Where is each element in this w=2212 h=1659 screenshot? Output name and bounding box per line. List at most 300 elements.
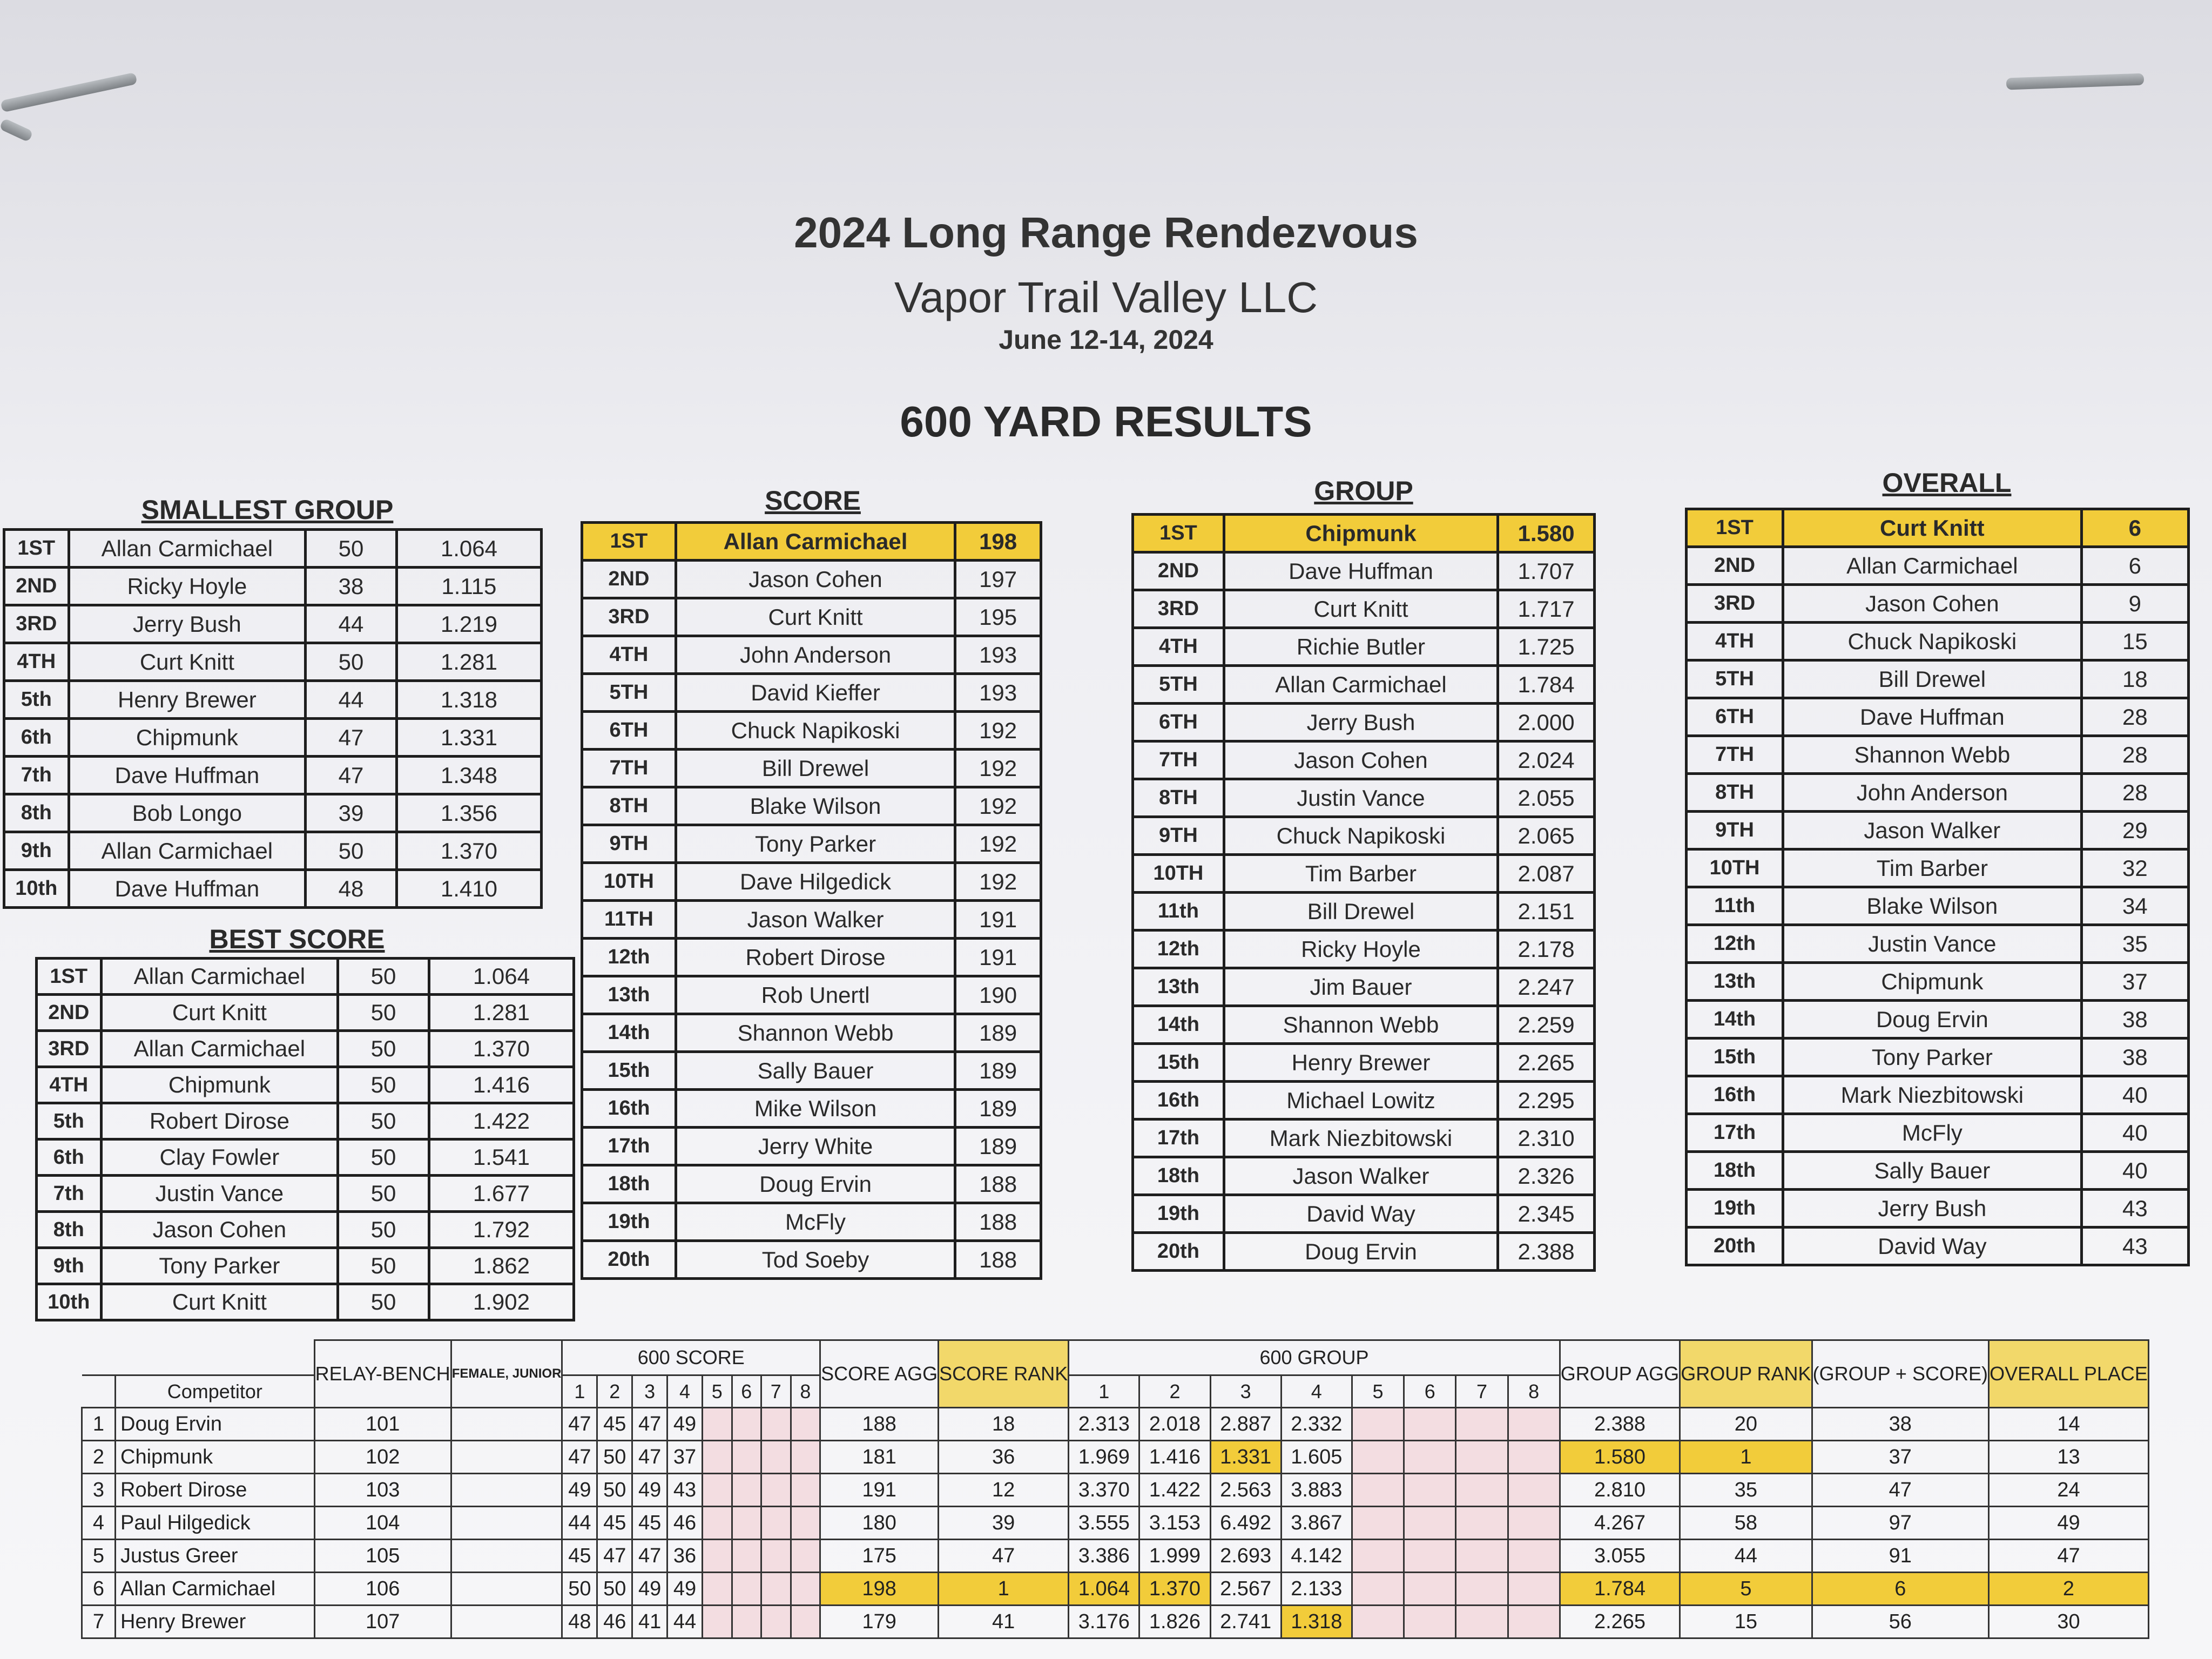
name-cell: Tony Parker [676,825,955,863]
ranking-row [4,794,542,832]
name-cell: Blake Wilson [1783,887,2082,925]
score-cell: 50 [338,1031,429,1067]
empty-group-cell [1508,1540,1560,1573]
score-rank-cell: 39 [939,1507,1069,1540]
place-cell: 12th [1133,930,1224,968]
group-rank-cell: 44 [1680,1540,1812,1573]
ranking-row [582,636,1041,674]
empty-group-cell [1456,1408,1508,1441]
score-rank-cell: 12 [939,1474,1069,1507]
place-cell: 6th [37,1139,102,1176]
place-cell: 10TH [582,863,676,901]
target-score-cell: 47 [562,1441,597,1474]
target-group-cell: 2.567 [1210,1573,1281,1606]
target-group-cell: 3.867 [1281,1507,1352,1540]
name-cell: Jason Walker [1224,1157,1498,1195]
group-cell: 1.541 [429,1139,574,1176]
name-cell: Bill Drewel [1783,660,2082,698]
relay-bench-header: RELAY-BENCH [314,1340,451,1408]
relay-bench-cell: 104 [314,1507,451,1540]
empty-score-cell [702,1606,732,1638]
value-cell: 189 [955,1052,1041,1090]
ranking-row [1687,1228,2189,1265]
ranking-row [1133,1120,1595,1157]
score-agg-cell: 181 [820,1441,939,1474]
group-cell: 1.064 [429,959,574,995]
target-score-cell: 41 [632,1606,667,1638]
value-cell: 1.717 [1498,590,1595,628]
competitor-name: Chipmunk [116,1441,315,1474]
row-number: 4 [82,1507,116,1540]
value-cell: 192 [955,712,1041,750]
target-number-header: 7 [761,1375,791,1408]
empty-group-cell [1508,1408,1560,1441]
empty-group-cell [1508,1606,1560,1638]
overall-place-cell: 13 [1988,1441,2148,1474]
score-rank-cell: 1 [939,1573,1069,1606]
target-score-cell: 46 [597,1606,632,1638]
competitor-name: Paul Hilgedick [116,1507,315,1540]
score-agg-cell: 188 [820,1408,939,1441]
place-cell: 4TH [37,1067,102,1103]
score-cell: 47 [306,719,397,757]
name-cell: Allan Carmichael [676,523,955,561]
empty-group-cell [1508,1573,1560,1606]
overall-place-header: OVERALL PLACE [1988,1340,2148,1408]
value-cell: 2.151 [1498,893,1595,930]
ranking-row [1687,623,2189,660]
group-cell: 1.677 [429,1176,574,1212]
name-cell: Jerry Bush [1224,704,1498,741]
name-cell: Allan Carmichael [69,832,306,870]
ranking-row [582,1052,1041,1090]
value-cell: 192 [955,750,1041,787]
staple-icon [0,72,137,113]
empty-score-cell [761,1540,791,1573]
row-number: 1 [82,1408,116,1441]
ranking-row [582,939,1041,976]
target-score-cell: 50 [562,1573,597,1606]
score-cell: 50 [338,1248,429,1284]
value-cell: 189 [955,1090,1041,1128]
group-rank-cell: 20 [1680,1408,1812,1441]
competitor-row [82,1441,2149,1474]
target-group-cell: 2.133 [1281,1573,1352,1606]
value-cell: 40 [2081,1114,2188,1152]
target-score-cell: 36 [667,1540,703,1573]
name-cell: Richie Butler [1224,628,1498,666]
place-cell: 11th [1687,887,1783,925]
name-cell: Michael Lowitz [1224,1082,1498,1120]
target-number-header: 6 [732,1375,761,1408]
place-cell: 7th [37,1176,102,1212]
place-cell: 7TH [1687,736,1783,774]
name-cell: Ricky Hoyle [69,568,306,605]
group-cell: 1.410 [396,870,541,908]
ranking-row [37,995,574,1031]
600-score-header: 600 SCORE [562,1340,820,1375]
name-cell: Shannon Webb [1224,1006,1498,1044]
target-number-header: 4 [667,1375,703,1408]
overall-table [1685,508,2190,1266]
place-cell: 5TH [1687,660,1783,698]
score-cell: 50 [338,1067,429,1103]
name-cell: Doug Ervin [1783,1001,2082,1038]
name-cell: Justin Vance [101,1176,338,1212]
target-number-header: 5 [702,1375,732,1408]
event-title: 2024 Long Range Rendezvous [794,208,1418,257]
relay-bench-cell: 101 [314,1408,451,1441]
empty-score-cell [791,1408,820,1441]
overall-place-cell: 49 [1988,1507,2148,1540]
target-score-cell: 48 [562,1606,597,1638]
name-cell: Sally Bauer [676,1052,955,1090]
empty-score-cell [732,1441,761,1474]
target-group-cell: 6.492 [1210,1507,1281,1540]
empty-group-cell [1404,1474,1456,1507]
place-cell: 10th [4,870,69,908]
value-cell: 2.310 [1498,1120,1595,1157]
place-cell: 4TH [1687,623,1783,660]
ranking-row [4,757,542,794]
empty-score-cell [702,1507,732,1540]
value-cell: 29 [2081,812,2188,849]
group-cell: 1.370 [396,832,541,870]
name-cell: Allan Carmichael [101,959,338,995]
group-cell: 1.902 [429,1284,574,1320]
competitor-name: Doug Ervin [116,1408,315,1441]
target-score-cell: 50 [597,1441,632,1474]
empty-score-cell [791,1507,820,1540]
value-cell: 193 [955,636,1041,674]
place-cell: 9TH [1687,812,1783,849]
ranking-row [37,1067,574,1103]
name-cell: Dave Huffman [1783,698,2082,736]
empty-group-cell [1508,1474,1560,1507]
target-number-header: 8 [791,1375,820,1408]
target-group-cell: 1.370 [1139,1573,1210,1606]
name-cell: Shannon Webb [676,1014,955,1052]
group-agg-header: GROUP AGG [1560,1340,1680,1408]
ranking-row [4,530,542,568]
female-junior-cell [451,1408,562,1441]
event-host: Vapor Trail Valley LLC [894,273,1318,321]
ranking-row [1687,1038,2189,1076]
empty-group-cell [1404,1606,1456,1638]
place-cell: 7TH [1133,741,1224,779]
empty-group-cell [1352,1606,1404,1638]
empty-group-cell [1456,1474,1508,1507]
place-cell: 10TH [1687,849,1783,887]
value-cell: 38 [2081,1001,2188,1038]
female-junior-cell [451,1540,562,1573]
name-cell: Shannon Webb [1783,736,2082,774]
empty-score-cell [761,1507,791,1540]
target-group-cell: 1.605 [1281,1441,1352,1474]
score-agg-cell: 191 [820,1474,939,1507]
name-cell: Allan Carmichael [69,530,306,568]
overall-place-cell: 47 [1988,1540,2148,1573]
ranking-row [1133,855,1595,893]
score-rank-cell: 47 [939,1540,1069,1573]
empty-score-cell [761,1606,791,1638]
group-cell: 1.422 [429,1103,574,1139]
group-heading: GROUP [1314,476,1413,506]
place-cell: 1ST [1133,515,1224,552]
group-cell: 1.281 [429,995,574,1031]
target-group-cell: 1.422 [1139,1474,1210,1507]
value-cell: 43 [2081,1228,2188,1265]
group-cell: 1.219 [396,605,541,643]
place-cell: 14th [582,1014,676,1052]
group-agg-cell: 3.055 [1560,1540,1680,1573]
name-cell: Tony Parker [1783,1038,2082,1076]
empty-score-cell [732,1540,761,1573]
value-cell: 2.295 [1498,1082,1595,1120]
place-cell: 3RD [37,1031,102,1067]
value-cell: 37 [2081,963,2188,1001]
name-cell: Dave Huffman [1224,552,1498,590]
name-cell: Blake Wilson [676,787,955,825]
value-cell: 192 [955,787,1041,825]
ranking-row [1687,1114,2189,1152]
target-group-cell: 2.741 [1210,1606,1281,1638]
competitor-detail-grid [81,1339,2149,1639]
empty-score-cell [702,1474,732,1507]
empty-group-cell [1456,1507,1508,1540]
name-cell: Dave Huffman [69,757,306,794]
empty-group-cell [1404,1408,1456,1441]
place-cell: 7th [4,757,69,794]
name-cell: Jerry White [676,1128,955,1165]
name-cell: Clay Fowler [101,1139,338,1176]
ranking-row [1133,1195,1595,1233]
target-number-header: 7 [1456,1375,1508,1408]
value-cell: 1.707 [1498,552,1595,590]
name-cell: Jason Cohen [1224,741,1498,779]
value-cell: 2.055 [1498,779,1595,817]
row-number: 5 [82,1540,116,1573]
ranking-row [1687,774,2189,812]
name-cell: Chuck Napikoski [676,712,955,750]
group-cell: 1.115 [396,568,541,605]
group-cell: 1.281 [396,643,541,681]
competitor-name: Henry Brewer [116,1606,315,1638]
score-table [581,521,1042,1280]
target-group-cell: 1.999 [1139,1540,1210,1573]
row-number: 6 [82,1573,116,1606]
name-cell: Justin Vance [1224,779,1498,817]
competitor-header: Competitor [116,1375,315,1408]
name-cell: Bill Drewel [676,750,955,787]
place-cell: 20th [1133,1233,1224,1271]
target-score-cell: 50 [597,1573,632,1606]
target-group-cell: 1.969 [1069,1441,1139,1474]
value-cell: 2.087 [1498,855,1595,893]
empty-group-cell [1508,1507,1560,1540]
target-score-cell: 47 [632,1441,667,1474]
ranking-row [1687,849,2189,887]
ranking-row [582,901,1041,939]
group-plus-score-cell: 97 [1812,1507,1988,1540]
place-cell: 12th [582,939,676,976]
relay-bench-cell: 106 [314,1573,451,1606]
place-cell: 9th [4,832,69,870]
group-plus-score-cell: 38 [1812,1408,1988,1441]
place-cell: 2ND [1687,547,1783,585]
value-cell: 38 [2081,1038,2188,1076]
place-cell: 8th [4,794,69,832]
ranking-row [1133,704,1595,741]
score-agg-cell: 198 [820,1573,939,1606]
name-cell: David Kieffer [676,674,955,712]
score-rank-cell: 36 [939,1441,1069,1474]
600-group-header: 600 GROUP [1069,1340,1560,1375]
row-number: 3 [82,1474,116,1507]
best-score-heading: BEST SCORE [209,924,385,954]
empty-group-cell [1352,1573,1404,1606]
empty-score-cell [761,1408,791,1441]
score-cell: 50 [338,995,429,1031]
place-cell: 1ST [4,530,69,568]
empty-group-cell [1456,1441,1508,1474]
group-rank-cell: 58 [1680,1507,1812,1540]
overall-place-cell: 24 [1988,1474,2148,1507]
place-cell: 12th [1687,925,1783,963]
target-group-cell: 1.416 [1139,1441,1210,1474]
competitor-name: Allan Carmichael [116,1573,315,1606]
score-rank-cell: 18 [939,1408,1069,1441]
name-cell: Chipmunk [69,719,306,757]
target-score-cell: 37 [667,1441,703,1474]
ranking-row [1687,963,2189,1001]
place-cell: 6TH [1687,698,1783,736]
ranking-row [582,523,1041,561]
place-cell: 9TH [1133,817,1224,855]
place-cell: 11TH [582,901,676,939]
competitor-row [82,1474,2149,1507]
group-agg-cell: 2.265 [1560,1606,1680,1638]
target-group-cell: 3.370 [1069,1474,1139,1507]
name-cell: McFly [1783,1114,2082,1152]
place-cell: 16th [1687,1076,1783,1114]
target-score-cell: 49 [667,1408,703,1441]
target-group-cell: 2.887 [1210,1408,1281,1441]
place-cell: 4TH [582,636,676,674]
name-cell: Mike Wilson [676,1090,955,1128]
group-rank-header: GROUP RANK [1680,1340,1812,1408]
place-cell: 18th [1133,1157,1224,1195]
ranking-row [4,719,542,757]
place-cell: 1ST [582,523,676,561]
empty-group-cell [1352,1507,1404,1540]
female-junior-cell [451,1474,562,1507]
place-cell: 8TH [1687,774,1783,812]
value-cell: 9 [2081,585,2188,623]
name-cell: Ricky Hoyle [1224,930,1498,968]
place-cell: 4TH [1133,628,1224,666]
relay-bench-cell: 103 [314,1474,451,1507]
value-cell: 189 [955,1014,1041,1052]
empty-score-cell [791,1540,820,1573]
ranking-row [1687,925,2189,963]
ranking-row [37,1139,574,1176]
group-cell: 1.416 [429,1067,574,1103]
empty-score-cell [761,1573,791,1606]
ranking-row [1133,779,1595,817]
place-cell: 2ND [4,568,69,605]
value-cell: 191 [955,939,1041,976]
ranking-row [1687,736,2189,774]
empty-group-cell [1456,1540,1508,1573]
target-group-cell: 2.563 [1210,1474,1281,1507]
group-cell: 1.356 [396,794,541,832]
value-cell: 2.326 [1498,1157,1595,1195]
name-cell: Jason Walker [1783,812,2082,849]
name-cell: Allan Carmichael [1224,666,1498,704]
value-cell: 34 [2081,887,2188,925]
place-cell: 3RD [1133,590,1224,628]
place-cell: 8TH [1133,779,1224,817]
score-agg-header: SCORE AGG [820,1340,939,1408]
name-cell: Tim Barber [1783,849,2082,887]
competitor-name: Justus Greer [116,1540,315,1573]
target-number-header: 3 [632,1375,667,1408]
empty-score-cell [702,1408,732,1441]
ranking-row [1133,590,1595,628]
empty-score-cell [732,1507,761,1540]
empty-group-cell [1404,1441,1456,1474]
empty-score-cell [791,1573,820,1606]
place-cell: 8th [37,1212,102,1248]
name-cell: Curt Knitt [1783,509,2082,547]
name-cell: Tony Parker [101,1248,338,1284]
place-cell: 10TH [1133,855,1224,893]
name-cell: Henry Brewer [69,681,306,719]
group-agg-cell: 2.388 [1560,1408,1680,1441]
ranking-row [1133,817,1595,855]
value-cell: 188 [955,1165,1041,1203]
place-cell: 3RD [1687,585,1783,623]
ranking-row [1687,547,2189,585]
competitor-row [82,1507,2149,1540]
name-cell: Allan Carmichael [101,1031,338,1067]
value-cell: 193 [955,674,1041,712]
value-cell: 28 [2081,774,2188,812]
target-number-header: 2 [597,1375,632,1408]
score-cell: 39 [306,794,397,832]
row-number: 7 [82,1606,116,1638]
place-cell: 2ND [1133,552,1224,590]
name-cell: Jason Cohen [1783,585,2082,623]
place-cell: 18th [582,1165,676,1203]
ranking-row [4,643,542,681]
target-group-cell: 3.176 [1069,1606,1139,1638]
name-cell: Curt Knitt [1224,590,1498,628]
group-cell: 1.862 [429,1248,574,1284]
score-cell: 38 [306,568,397,605]
relay-bench-cell: 107 [314,1606,451,1638]
value-cell: 15 [2081,623,2188,660]
name-cell: Justin Vance [1783,925,2082,963]
ranking-row [582,1165,1041,1203]
place-cell: 7TH [582,750,676,787]
ranking-row [1133,628,1595,666]
name-cell: Jerry Bush [69,605,306,643]
group-cell: 1.348 [396,757,541,794]
value-cell: 18 [2081,660,2188,698]
name-cell: Curt Knitt [69,643,306,681]
